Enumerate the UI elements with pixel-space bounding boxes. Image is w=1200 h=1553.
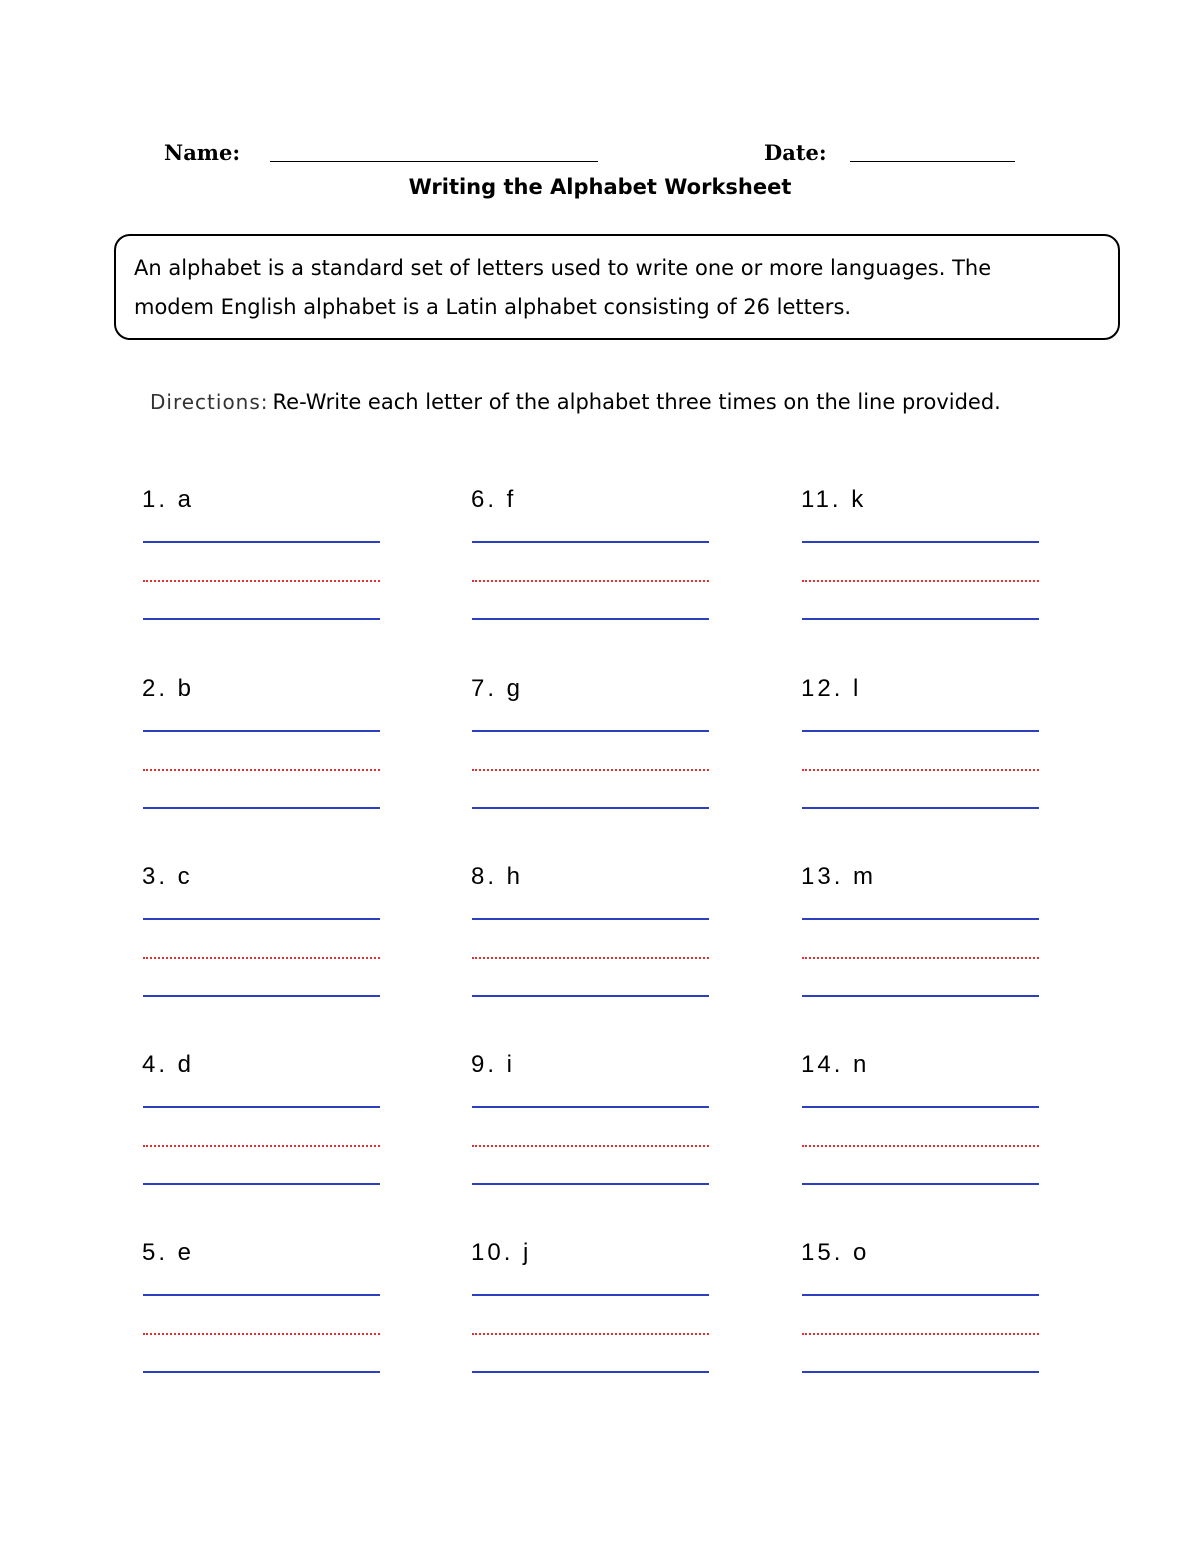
dotted-midline [802,957,1039,959]
directions [140,382,1040,422]
top-guide-line [143,1294,380,1296]
letter-item [140,1239,380,1389]
letter-item [799,863,1039,1013]
letter-item-label: 13. m [801,863,877,890]
dotted-midline [802,1145,1039,1147]
dotted-midline [143,957,380,959]
letter-item-label: 5. e [142,1239,195,1266]
definition-line-2: modem English alphabet is a Latin alphabet consisting of 26 letters. [134,295,852,319]
name-field-line [270,161,598,162]
definition-box [114,234,1120,340]
date-label: Date: [764,140,827,165]
dotted-midline [472,1145,709,1147]
letter-item [799,486,1039,636]
letter-item-label: 7. g [471,675,524,702]
dotted-midline [472,1333,709,1335]
dotted-midline [143,580,380,582]
letter-item-label: 10. j [471,1239,532,1266]
top-guide-line [143,541,380,543]
top-guide-line [802,541,1039,543]
base-guide-line [802,807,1039,809]
base-guide-line [472,995,709,997]
letter-item-label: 1. a [142,486,195,513]
letter-item [799,1051,1039,1201]
base-guide-line [472,1183,709,1185]
letter-item-label: 8. h [471,863,524,890]
dotted-midline [143,1333,380,1335]
dotted-midline [143,1145,380,1147]
directions-label: Directions: [150,390,269,414]
letter-item-label: 4. d [142,1051,195,1078]
definition-line-1: An alphabet is a standard set of letters used to write one or more languages. The [134,256,992,280]
dotted-midline [472,769,709,771]
base-guide-line [143,618,380,620]
name-label: Name: [164,140,241,165]
base-guide-line [802,995,1039,997]
base-guide-line [802,618,1039,620]
letter-item [469,486,709,636]
letter-item [799,675,1039,825]
letter-item [799,1239,1039,1389]
letter-item-label: 12. l [801,675,862,702]
base-guide-line [802,1371,1039,1373]
top-guide-line [143,918,380,920]
top-guide-line [472,918,709,920]
letter-item-label: 2. b [142,675,195,702]
base-guide-line [472,618,709,620]
letter-item-label: 15. o [801,1239,870,1266]
base-guide-line [802,1183,1039,1185]
dotted-midline [802,1333,1039,1335]
base-guide-line [472,807,709,809]
letter-item-label: 11. k [801,486,867,513]
page-title: Writing the Alphabet Worksheet [408,175,792,199]
top-guide-line [143,1106,380,1108]
base-guide-line [143,1371,380,1373]
dotted-midline [472,580,709,582]
letter-item [469,863,709,1013]
letter-item [140,486,380,636]
letter-item-label: 14. n [801,1051,870,1078]
letter-item [140,675,380,825]
top-guide-line [802,1106,1039,1108]
base-guide-line [143,995,380,997]
letter-item [469,675,709,825]
base-guide-line [472,1371,709,1373]
letter-item-label: 9. i [471,1051,516,1078]
dotted-midline [472,957,709,959]
top-guide-line [802,730,1039,732]
top-guide-line [802,918,1039,920]
top-guide-line [472,1106,709,1108]
dotted-midline [802,580,1039,582]
top-guide-line [472,541,709,543]
dotted-midline [802,769,1039,771]
letter-item-label: 6. f [471,486,517,513]
top-guide-line [472,730,709,732]
date-field-line [850,161,1015,162]
letter-item [469,1239,709,1389]
letter-item [469,1051,709,1201]
letter-item [140,1051,380,1201]
top-guide-line [802,1294,1039,1296]
base-guide-line [143,807,380,809]
top-guide-line [472,1294,709,1296]
letter-item-label: 3. c [142,863,193,890]
base-guide-line [143,1183,380,1185]
top-guide-line [143,730,380,732]
letter-item [140,863,380,1013]
directions-text: Re-Write each letter of the alphabet three times on the line provided. [272,390,1001,414]
dotted-midline [143,769,380,771]
